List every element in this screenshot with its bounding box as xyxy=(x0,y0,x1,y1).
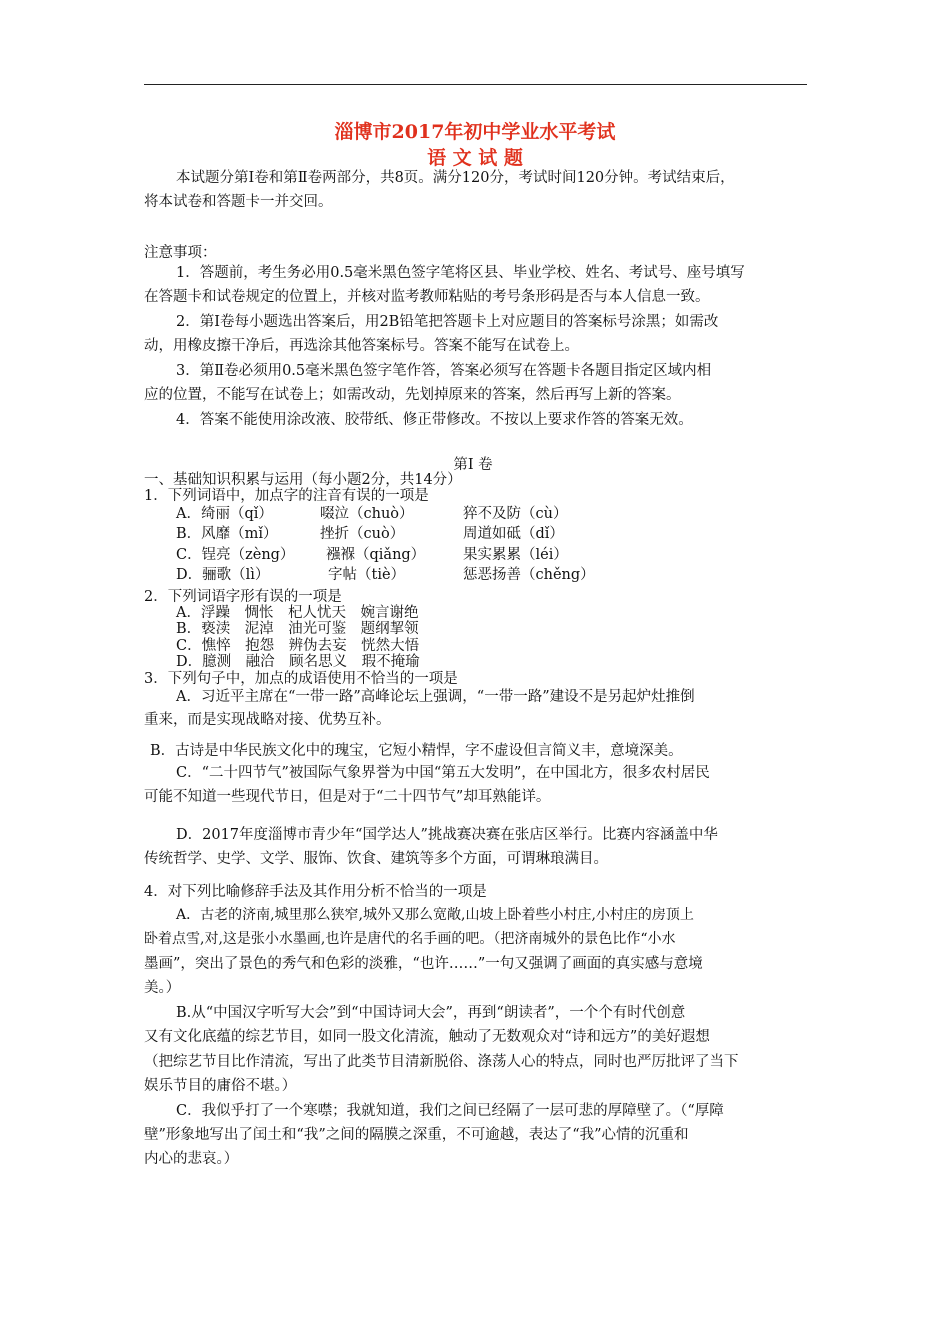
q4-option-b-cont: （把综艺节目比作清流，写出了此类节目清新脱俗、涤荡人心的特点，同时也严厉批评了当下 xyxy=(144,1054,739,1070)
q1-option: D．骊歌（lì） xyxy=(176,567,270,583)
q1-option: 周道如砥（dǐ） xyxy=(463,526,564,542)
q4-option-b-cont: 娱乐节目的庸俗不堪。） xyxy=(144,1078,297,1094)
q1-option: 啜泣（chuò） xyxy=(320,506,414,522)
q3-option-d-cont: 传统哲学、史学、文学、服饰、饮食、建筑等多个方面，可谓琳琅满目。 xyxy=(144,851,608,867)
q1-option: C．锃亮（zèng） xyxy=(176,547,295,563)
q1-option: 果实累累（léi） xyxy=(463,547,568,563)
q4-option-a-cont: 卧着点雪,对,这是张小水墨画,也许是唐代的名手画的吧。（把济南城外的景色比作“小水 xyxy=(144,931,676,947)
q2-option: A．浮躁 惆怅 杞人忧天 婉言谢绝 xyxy=(176,605,419,621)
notes-heading: 注意事项： xyxy=(144,245,217,261)
q4-option-c-cont: 内心的悲哀。） xyxy=(144,1151,239,1167)
exam-subtitle: 语 文 试 题 xyxy=(427,147,523,169)
q2-option: D．臆测 融洽 顾名思义 瑕不掩瑜 xyxy=(176,654,420,670)
notes-line: 动，用橡皮擦干净后，再选涂其他答案标号。答案不能写在试卷上。 xyxy=(144,338,579,354)
notes-line: 在答题卡和试卷规定的位置上，并核对监考教师粘贴的考号条形码是否与本人信息一致。 xyxy=(144,289,710,305)
notes-line: 1．答题前，考生务必用0.5毫米黑色签字笔将区县、毕业学校、姓名、考试号、座号填写 xyxy=(176,265,745,281)
q2-option: B．亵渎 泥淖 油光可鉴 题纲挈领 xyxy=(176,621,419,637)
q4-option-a: A．古老的济南,城里那么狭窄,城外又那么宽敞,山坡上卧着些小村庄,小村庄的房顶上 xyxy=(176,907,694,923)
notes-line: 2．第Ⅰ卷每小题选出答案后，用2B铅笔把答题卡上对应题目的答案标号涂黑；如需改 xyxy=(176,314,719,330)
q1-option: A．绮丽（qǐ） xyxy=(176,506,273,522)
q1-option: 挫折（cuò） xyxy=(320,526,405,542)
q3-option-c: C．“二十四节气”被国际气象界誉为中国“第五大发明”，在中国北方，很多农村居民 xyxy=(176,765,710,781)
notes-line: 应的位置，不能写在试卷上；如需改动，先划掉原来的答案，然后再写上新的答案。 xyxy=(144,387,681,403)
q3-option-b: B．古诗是中华民族文化中的瑰宝，它短小精悍，字不虚设但言简义丰，意境深美。 xyxy=(150,743,683,759)
q4-option-b-cont: 又有文化底蕴的综艺节目，如同一股文化清流，触动了无数观众对“诗和远方”的美好遐想 xyxy=(144,1029,710,1045)
q2-stem: 2．下列词语字形有误的一项是 xyxy=(144,589,342,605)
section-heading: 一、基础知识积累与运用（每小题2分，共14分） xyxy=(144,472,462,488)
q4-option-b: B.从“中国汉字听写大会”到“中国诗词大会”，再到“朗读者”，一个个有时代创意 xyxy=(176,1005,686,1021)
q1-option: 惩恶扬善（chěng） xyxy=(463,567,595,583)
q3-option-d: D．2017年度淄博市青少年“国学达人”挑战赛决赛在张店区举行。比赛内容涵盖中华 xyxy=(176,827,718,843)
top-rule xyxy=(144,84,807,85)
q1-option: 襁褓（qiǎng） xyxy=(326,547,426,563)
q2-option: C．憔悴 抱怨 辨伪去妄 恍然大悟 xyxy=(176,638,420,654)
q4-stem: 4．对下列比喻修辞手法及其作用分析不恰当的一项是 xyxy=(144,884,487,900)
q4-option-a-cont: 墨画”，突出了景色的秀气和色彩的淡雅，“也许……”一句又强调了画面的真实感与意境 xyxy=(144,956,703,972)
q4-option-a-cont: 美。） xyxy=(144,980,181,996)
notes-line: 3．第Ⅱ卷必须用0.5毫米黑色签字笔作答，答案必须写在答题卡各题目指定区域内相 xyxy=(176,363,712,379)
q4-option-c-cont: 壁”形象地写出了闰土和“我”之间的隔膜之深重，不可逾越，表达了“我”心情的沉重和 xyxy=(144,1127,689,1143)
q3-option-c-cont: 可能不知道一些现代节日，但是对于“二十四节气”却耳熟能详。 xyxy=(144,789,551,805)
q1-option: 猝不及防（cù） xyxy=(463,506,568,522)
notes-line: 4．答案不能使用涂改液、胶带纸、修正带修改。不按以上要求作答的答案无效。 xyxy=(176,412,693,428)
part1-heading: 第Ⅰ 卷 xyxy=(453,457,493,473)
exam-title: 淄博市2017年初中学业水平考试 xyxy=(334,121,616,143)
q3-option-a-cont: 重来，而是实现战略对接、优势互补。 xyxy=(144,712,391,728)
q3-option-a: A．习近平主席在“一带一路”高峰论坛上强调，“一带一路”建设不是另起炉灶推倒 xyxy=(176,689,695,705)
q1-option: 字帖（tiè） xyxy=(328,567,406,583)
q1-stem: 1．下列词语中，加点字的注音有误的一项是 xyxy=(144,488,429,504)
intro-line-1: 本试题分第Ⅰ卷和第Ⅱ卷两部分，共8页。满分120分，考试时间120分钟。考试结束后， xyxy=(176,170,735,186)
intro-line-2: 将本试卷和答题卡一并交回。 xyxy=(144,194,333,210)
q4-option-c: C．我似乎打了一个寒噤；我就知道，我们之间已经隔了一层可悲的厚障壁了。（“厚障 xyxy=(176,1103,724,1119)
q1-option: B．风靡（mǐ） xyxy=(176,526,278,542)
q3-stem: 3．下列句子中，加点的成语使用不恰当的一项是 xyxy=(144,671,458,687)
